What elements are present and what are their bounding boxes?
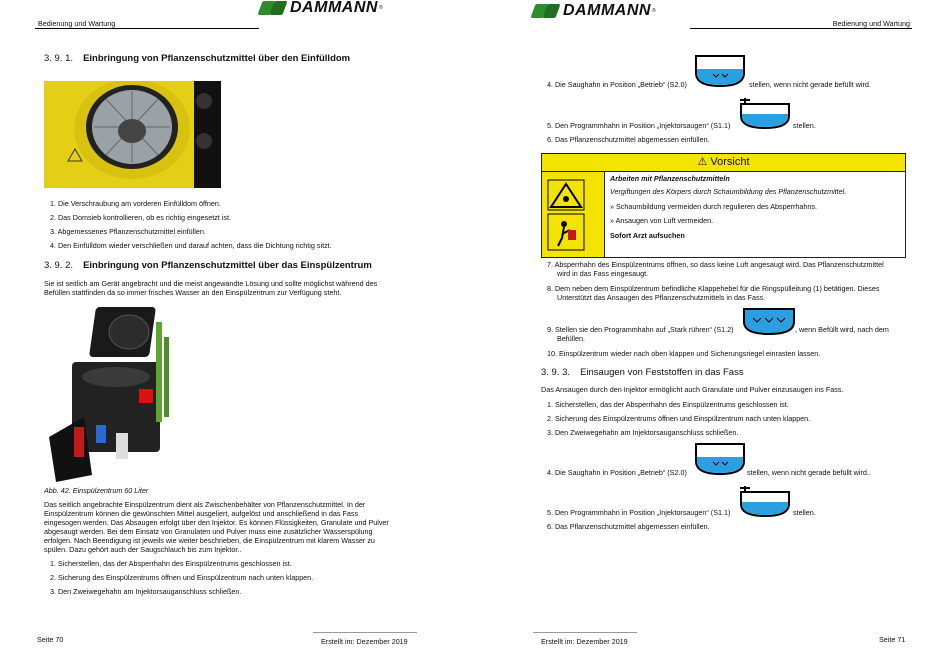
sec2-intro-line-2: Befüllen stattfinden da so immer frisches Wasser an den Einspülzentrum zur Verfügung steht. xyxy=(44,288,342,297)
sec2-step-1: 1. Sicherstellen, das der Absperrhahn des Einspülzentrums geschlossen ist. xyxy=(50,559,292,568)
section-number: 3. 9. 1. xyxy=(44,53,74,64)
filling-dome-photo xyxy=(44,81,221,188)
warning-triangle-icon: ⚠ xyxy=(697,156,708,168)
right-step-8-line-1: 8. Dem neben dem Einspülzentrum befindliche Klappehebel für die Ringspülleitung (1) betätigen. Dieses xyxy=(547,284,880,293)
sec3-step-2: 2. Sicherung des Einspülzentrums öffnen und Einspülzentrum nach unten klappen. xyxy=(547,414,811,423)
right-footer-created: Erstellt im: Dezember 2019 xyxy=(541,637,628,646)
sec1-step-3: 3. Abgemessenes Pflanzenschutzmittel einfüllen. xyxy=(50,227,206,236)
logo-reg-mark: ® xyxy=(651,8,656,14)
left-header-rule xyxy=(35,28,259,29)
tank-injektorsaugen-icon xyxy=(737,96,793,130)
right-step-7-line-2: wird in das Fass eingesaugt. xyxy=(557,269,649,278)
logo-wordmark: DAMMANN xyxy=(563,2,651,19)
logo-wordmark: DAMMANN xyxy=(290,0,378,16)
right-step-9-cont: Befüllen. xyxy=(557,334,585,343)
sec3-step-4: 4. Die Saughahn in Position „Betrieb“ (S2.0) xyxy=(547,468,687,477)
caution-line-3: Sofort Arzt aufsuchen xyxy=(610,231,685,240)
sec1-step-4: 4. Den Einfülldom wieder verschließen und darauf achten, dass die Dichtung richtig sitzt. xyxy=(50,241,332,250)
right-step-9-tail: , wenn Befüllt wird, nach dem xyxy=(795,325,889,334)
induction-hopper-photo xyxy=(44,307,177,482)
left-header-section: Bedienung und Wartung xyxy=(38,19,116,28)
sec2-step-2: 2. Sicherung des Einspülzentrums öffnen und Einspülzentrum nach unten klappen. xyxy=(50,573,314,582)
figure-caption: Abb. 42. Einspülzentrum 60 Liter xyxy=(44,486,149,495)
body-line-1: Das seitlich angebrachte Einspülzentrum dient als Zwischenbehälter von Pflanzenschutzmittel. In der xyxy=(44,500,366,509)
section-heading-393 xyxy=(541,367,744,378)
left-footer-rule xyxy=(313,632,417,633)
left-logo xyxy=(260,0,383,17)
caution-line-2: Vergiftungen des Körpers durch Schaumbildung des Pflanzenschutzmittel. xyxy=(610,187,847,196)
tank-betrieb-icon xyxy=(693,441,747,477)
right-step-6a: 6. Das Pflanzenschutzmittel abgemessen einfüllen. xyxy=(547,135,710,144)
body-line-2: Einspülzentrum können die gewünschten Mittel ausgeliert, aufgelöst und anschließend in das Fass xyxy=(44,509,359,518)
caution-box xyxy=(541,153,906,258)
sec2-step-3: 3. Den Zweiwegehahn am Injektorsauganschluss schließen. xyxy=(50,587,242,596)
right-step-5a: 5. Den Programmhahn in Position „Injektorsaugen“ (S1.1) xyxy=(547,121,731,130)
tank-betrieb-icon xyxy=(693,53,747,89)
logo-mark-icon xyxy=(533,4,559,18)
section-title: Einsaugen von Feststoffen in das Fass xyxy=(580,367,744,378)
right-step-10: 10. Einspülzentrum wieder nach oben klappen und Sicherungsriegel einrasten lassen. xyxy=(547,349,821,358)
sec3-step-6: 6. Das Pflanzenschutzmittel abgemessen einfüllen. xyxy=(547,522,710,531)
right-step-4a-tail: stellen, wenn nicht gerade befüllt wird. xyxy=(749,80,871,89)
section-title: Einbringung von Pflanzenschutzmittel über den Einfülldom xyxy=(83,53,351,64)
sec2-intro-line-1: Sie ist seitlich am Gerät angebracht und die meist angewandte Lösung und sollte möglichst während des xyxy=(44,279,378,288)
hazard-symbol-panel xyxy=(542,172,605,257)
tank-stark-ruehren-icon xyxy=(741,306,797,336)
caution-line-1: Arbeiten mit Pflanzenschutzmitteln xyxy=(610,174,730,183)
right-step-5a-tail: stellen. xyxy=(793,121,816,130)
body-line-5: erfolgen. Nach Beendigung ist jeweils wie weiter beschrieben, die Einspülzentrum mit klarem Wasser zu xyxy=(44,536,375,545)
logo-mark-icon xyxy=(260,1,286,15)
right-header-section: Bedienung und Wartung xyxy=(832,19,910,28)
left-footer-created: Erstellt im: Dezember 2019 xyxy=(321,637,408,646)
right-step-9: 9. Stellen sie den Programmhahn auf „Stark rühren“ (S1.2) xyxy=(547,325,734,334)
section-heading-392 xyxy=(44,260,372,271)
right-step-8-line-2: Unterstützt das Ansaugen des Pflanzenschutzmittels in das Fass. xyxy=(557,293,766,302)
right-logo xyxy=(533,2,656,20)
caution-header xyxy=(542,154,905,172)
sec3-step-3: 3. Den Zweiwegehahn am Injektorsauganschluss schließen. xyxy=(547,428,739,437)
sec3-step-5-tail: stellen. xyxy=(793,508,816,517)
body-line-3: eingesogen werden. Das Absaugen erfolgt über den Injektor. Es können Flüssigkeiten, Granulate und Pulver xyxy=(44,518,389,527)
section-number: 3. 9. 2. xyxy=(44,260,74,271)
body-line-4: abgesaugt werden. Bei dem Einsatz von Granulaten und Pulver muss eine zusätzlicher Wasserspülung xyxy=(44,527,373,536)
caution-bullet-1: » Schaumbildung vermeiden durch regulieren des Absperrhahns. xyxy=(610,202,817,211)
section-heading-391 xyxy=(44,53,350,64)
sec1-step-2: 2. Das Domsieb kontrollieren, ob es richtig eingesetzt ist. xyxy=(50,213,231,222)
section-title: Einbringung von Pflanzenschutzmittel über das Einspülzentrum xyxy=(83,260,372,271)
right-step-7-line-1: 7. Absperrhahn des Einspülzentrums öffnen, so dass keine Luft angesaugt wird. Das Pflanzenschutzmittel xyxy=(547,260,884,269)
tank-injektorsaugen-icon xyxy=(737,484,793,518)
sec3-step-4-tail: stellen, wenn nicht gerade befüllt wird.. xyxy=(747,468,871,477)
right-header-rule xyxy=(690,28,912,29)
body-line-6: spülen. Dazu gehört auch der Saugschlauch bis zum Injektor.. xyxy=(44,545,242,554)
right-footer-page-number: Seite 71 xyxy=(879,635,906,644)
right-footer-rule xyxy=(533,632,637,633)
logo-reg-mark: ® xyxy=(378,5,383,11)
right-step-4a: 4. Die Saughahn in Position „Betrieb“ (S2.0) xyxy=(547,80,687,89)
caution-title: Vorsicht xyxy=(710,156,750,168)
section-number: 3. 9. 3. xyxy=(541,367,571,378)
sec3-intro: Das Ansaugen durch den Injektor ermöglicht auch Granulate und Pulver einzusaugen ins Fass. xyxy=(541,385,844,394)
sec3-step-5: 5. Den Programmhahn in Position „Injektorsaugen“ (S1.1) xyxy=(547,508,731,517)
left-footer-page-number: Seite 70 xyxy=(37,635,64,644)
sec1-step-1: 1. Die Verschraubung am vorderen Einfülldom öffnen. xyxy=(50,199,221,208)
sec3-step-1: 1. Sicherstellen, das der Absperrhahn des Einspülzentrums geschlossen ist. xyxy=(547,400,789,409)
caution-bullet-2: » Ansaugen von Luft vermeiden. xyxy=(610,216,714,225)
